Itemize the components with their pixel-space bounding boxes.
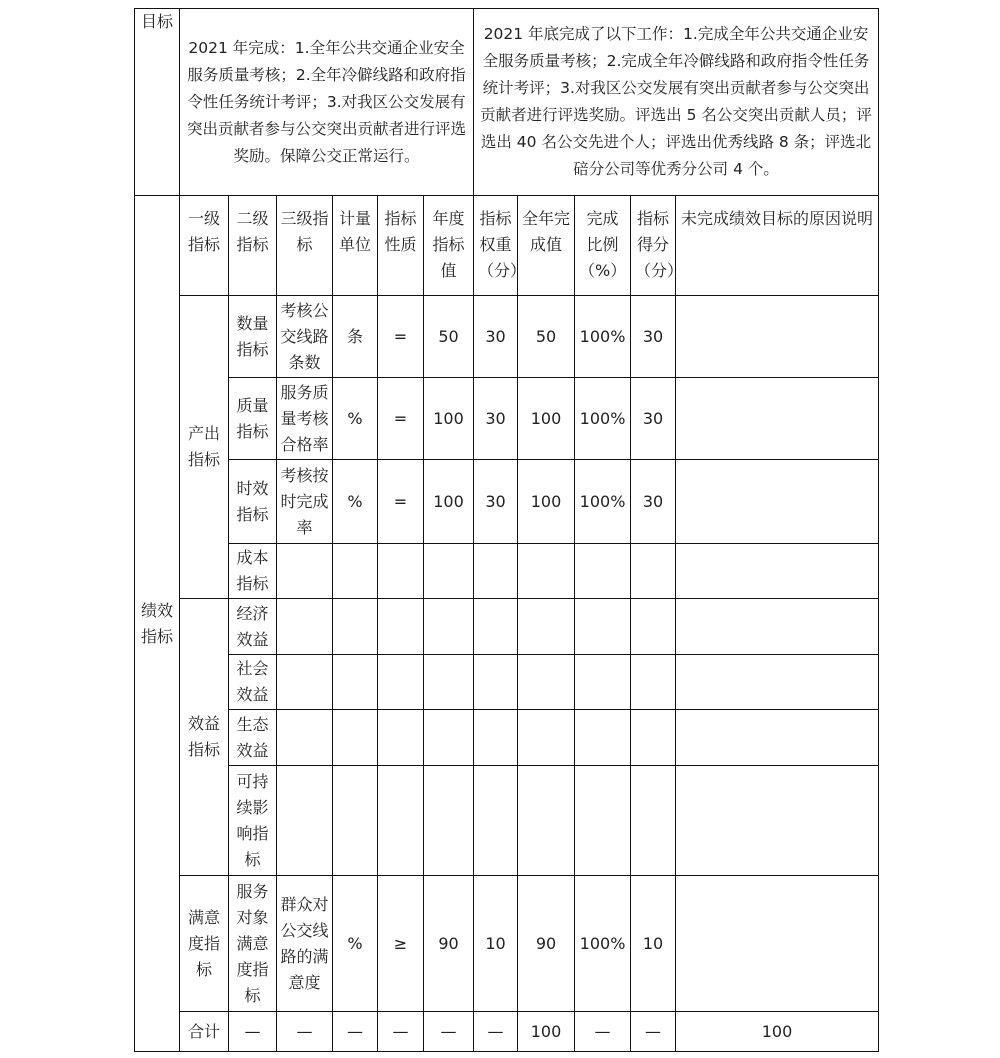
empty-cell [518,544,575,599]
level2-economic: 经济效益 [229,599,277,655]
empty-cell [424,655,474,710]
empty-cell [474,655,518,710]
total-dash: — [229,1012,277,1052]
rate-quality: 100% [575,378,631,460]
reason-timeliness [676,460,879,544]
score-quality: 30 [631,378,676,460]
section-label-performance: 绩效指标 [135,196,180,1052]
empty-cell [333,599,378,655]
empty-cell [378,544,424,599]
empty-cell [518,710,575,766]
empty-cell [676,599,879,655]
level2-ecological: 生态效益 [229,710,277,766]
unit-service: % [333,876,378,1012]
table-row [135,378,879,460]
unit-timeliness: % [333,460,378,544]
empty-cell [676,544,879,599]
goal-label: 目标 [135,9,180,196]
empty-cell [277,710,333,766]
performance-table [134,8,879,1052]
level3-service: 群众对公交线路的满意度 [277,876,333,1012]
rate-quantity: 100% [575,296,631,378]
total-dash: — [333,1012,378,1052]
total-row [135,1012,879,1052]
empty-cell [378,599,424,655]
header-score: 指标得分（分） [631,196,676,296]
rate-timeliness: 100% [575,460,631,544]
target-service: 90 [424,876,474,1012]
table-row [135,296,879,378]
level3-quality: 服务质量考核合格率 [277,378,333,460]
table-row [135,766,879,876]
header-completion-rate: 完成比例（%） [575,196,631,296]
header-level1: 一级指标 [180,196,229,296]
empty-cell [424,710,474,766]
header-weight: 指标权重（分） [474,196,518,296]
reason-service [676,876,879,1012]
total-dash: — [631,1012,676,1052]
header-actual-value: 全年完成值 [518,196,575,296]
goal-actual-text: 2021 年底完成了以下工作：1.完成全年公共交通企业安全服务质量考核；2.完成全年冷僻线路和政府指令性任务统计考评；3.对我区公交发展有突出贡献者参与公交突出贡献者进行评选奖励。评选出 5 名公交突出贡献人员；评选出 40 名公交先进个人；评选出优秀线路 8 条；评选北碚分公司等优秀分公司 4 个。 [474,9,879,196]
empty-cell [277,544,333,599]
score-quantity: 30 [631,296,676,378]
empty-cell [631,544,676,599]
level3-timeliness: 考核按时完成率 [277,460,333,544]
target-timeliness: 100 [424,460,474,544]
nature-service: ≥ [378,876,424,1012]
empty-cell [474,599,518,655]
empty-cell [378,710,424,766]
unit-quality: % [333,378,378,460]
performance-table-sheet [134,8,878,1054]
weight-timeliness: 30 [474,460,518,544]
empty-cell [474,710,518,766]
empty-cell [277,599,333,655]
score-timeliness: 30 [631,460,676,544]
level2-service: 服务对象满意度指标 [229,876,277,1012]
weight-quantity: 30 [474,296,518,378]
total-score: 100 [676,1012,879,1052]
header-annual-target: 年度指标值 [424,196,474,296]
reason-quantity [676,296,879,378]
score-service: 10 [631,876,676,1012]
total-dash: — [378,1012,424,1052]
target-quality: 100 [424,378,474,460]
actual-quality: 100 [518,378,575,460]
empty-cell [631,766,676,876]
total-weight: 100 [518,1012,575,1052]
reason-quality [676,378,879,460]
empty-cell [518,599,575,655]
table-row [135,710,879,766]
empty-cell [518,766,575,876]
empty-cell [277,766,333,876]
empty-cell [424,599,474,655]
level2-cost: 成本指标 [229,544,277,599]
level3-quantity: 考核公交线路条数 [277,296,333,378]
nature-timeliness: = [378,460,424,544]
rate-service: 100% [575,876,631,1012]
level2-sustainable: 可持续影响指标 [229,766,277,876]
level2-timeliness: 时效指标 [229,460,277,544]
empty-cell [575,655,631,710]
empty-cell [474,766,518,876]
goal-planned-text: 2021 年完成：1.全年公共交通企业安全服务质量考核；2.全年冷僻线路和政府指令性任务统计考评；3.对我区公交发展有突出贡献者参与公交突出贡献者进行评选奖励。保障公交正常运行。 [180,9,474,196]
empty-cell [676,655,879,710]
header-unit: 计量单位 [333,196,378,296]
group-satisfaction: 满意度指标 [180,876,229,1012]
header-reason: 未完成绩效目标的原因说明 [676,196,879,296]
header-nature: 指标性质 [378,196,424,296]
total-label: 合计 [180,1012,229,1052]
empty-cell [676,766,879,876]
empty-cell [631,655,676,710]
group-output: 产出指标 [180,296,229,599]
unit-quantity: 条 [333,296,378,378]
total-dash: — [424,1012,474,1052]
empty-cell [424,766,474,876]
goal-row [135,9,879,196]
total-dash: — [277,1012,333,1052]
empty-cell [575,544,631,599]
total-dash: — [575,1012,631,1052]
empty-cell [575,599,631,655]
table-row [135,655,879,710]
empty-cell [378,766,424,876]
actual-service: 90 [518,876,575,1012]
empty-cell [575,766,631,876]
empty-cell [333,655,378,710]
target-quantity: 50 [424,296,474,378]
empty-cell [333,710,378,766]
empty-cell [424,544,474,599]
weight-quality: 30 [474,378,518,460]
empty-cell [277,655,333,710]
header-level3: 三级指标 [277,196,333,296]
empty-cell [378,655,424,710]
empty-cell [333,544,378,599]
empty-cell [631,599,676,655]
group-benefit: 效益指标 [180,599,229,876]
level2-quality: 质量指标 [229,378,277,460]
header-level2: 二级指标 [229,196,277,296]
actual-timeliness: 100 [518,460,575,544]
table-row [135,544,879,599]
weight-service: 10 [474,876,518,1012]
table-row [135,460,879,544]
header-row [135,196,879,296]
level2-social: 社会效益 [229,655,277,710]
empty-cell [631,710,676,766]
empty-cell [676,710,879,766]
empty-cell [333,766,378,876]
level2-quantity: 数量指标 [229,296,277,378]
table-row [135,876,879,1012]
nature-quantity: = [378,296,424,378]
actual-quantity: 50 [518,296,575,378]
table-row [135,599,879,655]
empty-cell [575,710,631,766]
empty-cell [474,544,518,599]
nature-quality: = [378,378,424,460]
total-dash: — [474,1012,518,1052]
empty-cell [518,655,575,710]
